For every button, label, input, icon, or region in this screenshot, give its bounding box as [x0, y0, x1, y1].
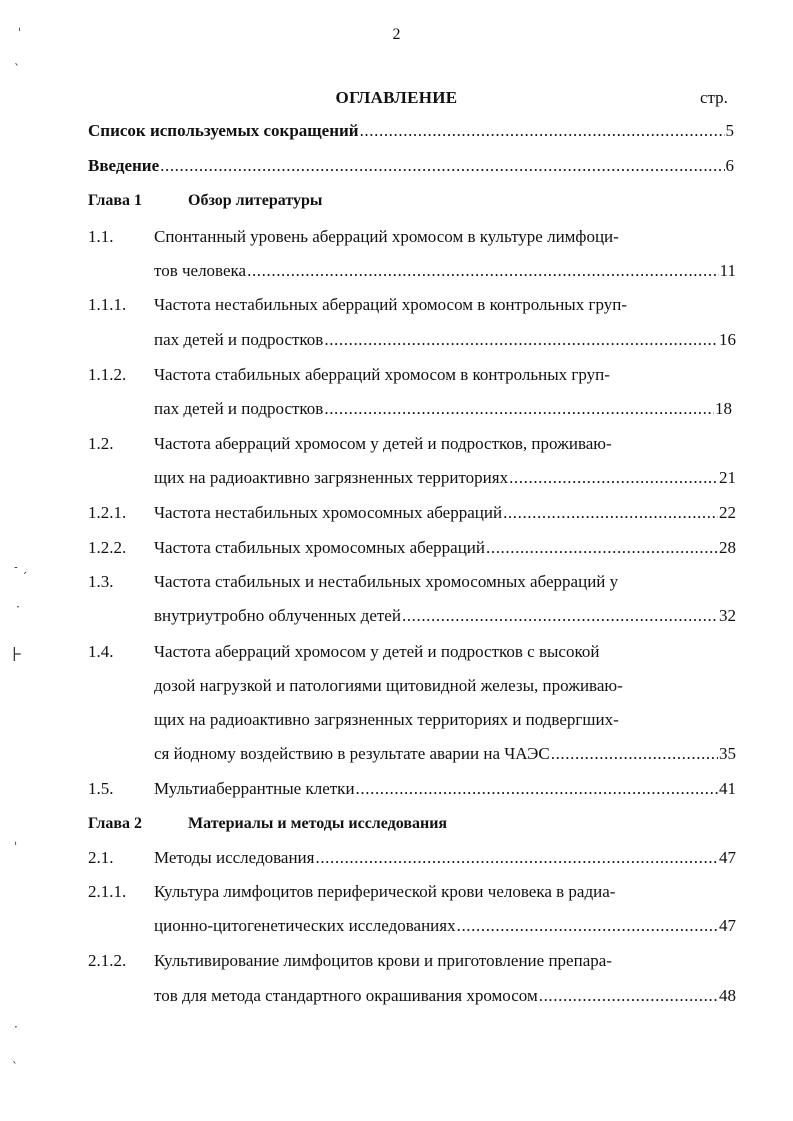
entry-last-line: пах детей и подростков — [154, 399, 324, 418]
scan-mark: ˌ — [18, 18, 22, 32]
entry-line[interactable]: дозой нагрузкой и патологиями щитовидной железы, проживаю- — [154, 676, 623, 695]
dot-leader — [160, 155, 724, 177]
chapter-1-number: Глава 1 — [88, 192, 142, 209]
toc-entry-1-1-1[interactable] — [154, 329, 736, 351]
entry-line[interactable]: Частота стабильных и нестабильных хромосомных аберраций у — [154, 572, 619, 591]
toc-entry-abbreviations[interactable] — [88, 120, 734, 142]
chapter-2-title[interactable]: Материалы и методы исследования — [188, 815, 448, 832]
dot-leader — [247, 260, 719, 282]
toc-entry-1-2-1[interactable] — [154, 502, 736, 524]
toc-entry-page: 16 — [719, 330, 736, 349]
toc-entry-page: 41 — [719, 779, 736, 798]
toc-entry-page: 47 — [719, 848, 736, 867]
dot-leader — [360, 120, 725, 142]
entry-line[interactable]: щих на радиоактивно загрязненных территориях и подвергших- — [154, 710, 619, 729]
scan-mark: · — [14, 1020, 18, 1034]
toc-entry-page: 11 — [719, 261, 736, 280]
dot-leader — [551, 743, 718, 765]
toc-entry-page: 21 — [719, 468, 736, 487]
dot-leader — [486, 537, 718, 559]
toc-entry-page: 22 — [719, 503, 736, 522]
entry-line[interactable]: Спонтанный уровень аберраций хромосом в культуре лимфоци- — [154, 227, 619, 246]
handwritten-mark: ⊦ — [12, 642, 23, 666]
page-column-label: стр. — [700, 88, 728, 107]
entry-last-line: Методы исследования — [154, 848, 315, 867]
page-number: 2 — [392, 26, 401, 43]
scan-mark: ˋ — [14, 62, 20, 76]
toc-entry-page: 6 — [725, 156, 734, 175]
toc-entry-page: 48 — [719, 986, 736, 1005]
toc-entry-page: 18 — [715, 399, 732, 418]
entry-line[interactable]: Культивирование лимфоцитов крови и приготовление препара- — [154, 951, 612, 970]
toc-entry-2-1-2[interactable] — [154, 985, 736, 1007]
entry-line[interactable]: Частота нестабильных аберраций хромосом в контрольных груп- — [154, 295, 627, 314]
entry-number: 1.1.2. — [88, 365, 127, 384]
entry-number: 1.4. — [88, 642, 114, 661]
entry-number: 2.1. — [88, 848, 114, 867]
dot-leader — [457, 915, 718, 937]
toc-entry-introduction[interactable] — [88, 155, 734, 177]
entry-number: 2.1.1. — [88, 882, 127, 901]
entry-last-line: пах детей и подростков — [154, 330, 324, 349]
entry-number: 1.2. — [88, 434, 114, 453]
entry-last-line: Частота стабильных хромосомных аберраций — [154, 538, 485, 557]
toc-entry-1-1-2[interactable] — [154, 398, 732, 420]
toc-entry-2-1-1[interactable] — [154, 915, 736, 937]
toc-entry-title: Список используемых сокращений — [88, 121, 359, 140]
scan-mark: · — [16, 600, 20, 614]
dot-leader — [315, 847, 718, 869]
toc-heading: ОГЛАВЛЕНИЕ — [335, 88, 458, 107]
chapter-1-title[interactable]: Обзор литературы — [188, 192, 323, 209]
entry-last-line: внутриутробно облученных детей — [154, 606, 401, 625]
entry-last-line: тов человека — [154, 261, 247, 280]
toc-entry-page: 28 — [719, 538, 736, 557]
entry-last-line: щих на радиоактивно загрязненных территориях — [154, 468, 509, 487]
entry-number: 1.1. — [88, 227, 114, 246]
entry-number: 2.1.2. — [88, 951, 127, 970]
entry-last-line: тов для метода стандартного окрашивания хромосом — [154, 986, 538, 1005]
toc-entry-1-5[interactable] — [154, 778, 736, 800]
chapter-2-number: Глава 2 — [88, 815, 142, 832]
toc-entry-page: 47 — [719, 916, 736, 935]
entry-number: 1.2.1. — [88, 503, 127, 522]
toc-entry-2-1[interactable] — [154, 847, 736, 869]
entry-line[interactable]: Частота аберраций хромосом у детей и подростков с высокой — [154, 642, 600, 661]
entry-last-line: Частота нестабильных хромосомных аберраций — [154, 503, 503, 522]
scan-mark: ˈ — [14, 840, 18, 854]
toc-entry-1-2[interactable] — [154, 467, 736, 489]
toc-entry-1-1[interactable] — [154, 260, 736, 282]
toc-entry-page: 35 — [719, 744, 736, 763]
entry-number: 1.1.1. — [88, 295, 127, 314]
scan-mark: ˋ — [12, 1060, 18, 1074]
toc-entry-1-4[interactable] — [154, 743, 736, 765]
dot-leader — [356, 778, 718, 800]
entry-last-line: ционно-цитогенетических исследованиях — [154, 916, 456, 935]
entry-last-line: Мультиаберрантные клетки — [154, 779, 355, 798]
dot-leader — [402, 605, 718, 627]
entry-number: 1.3. — [88, 572, 114, 591]
dot-leader — [539, 985, 718, 1007]
scan-mark: ˗ ˏ — [14, 560, 28, 574]
entry-line[interactable]: Частота аберраций хромосом у детей и подростков, проживаю- — [154, 434, 612, 453]
toc-entry-title: Введение — [88, 156, 160, 175]
entry-line[interactable]: Частота стабильных аберраций хромосом в контрольных груп- — [154, 365, 610, 384]
dot-leader — [503, 502, 718, 524]
dot-leader — [324, 398, 714, 420]
toc-entry-1-2-2[interactable] — [154, 537, 736, 559]
toc-entry-page: 32 — [719, 606, 736, 625]
entry-number: 1.2.2. — [88, 538, 127, 557]
dot-leader — [324, 329, 718, 351]
toc-entry-page: 5 — [725, 121, 734, 140]
entry-line[interactable]: Культура лимфоцитов периферической крови человека в радиа- — [154, 882, 616, 901]
entry-last-line: ся йодному воздействию в результате аварии на ЧАЭС — [154, 744, 550, 763]
toc-entry-1-3[interactable] — [154, 605, 736, 627]
dot-leader — [509, 467, 718, 489]
entry-number: 1.5. — [88, 779, 114, 798]
